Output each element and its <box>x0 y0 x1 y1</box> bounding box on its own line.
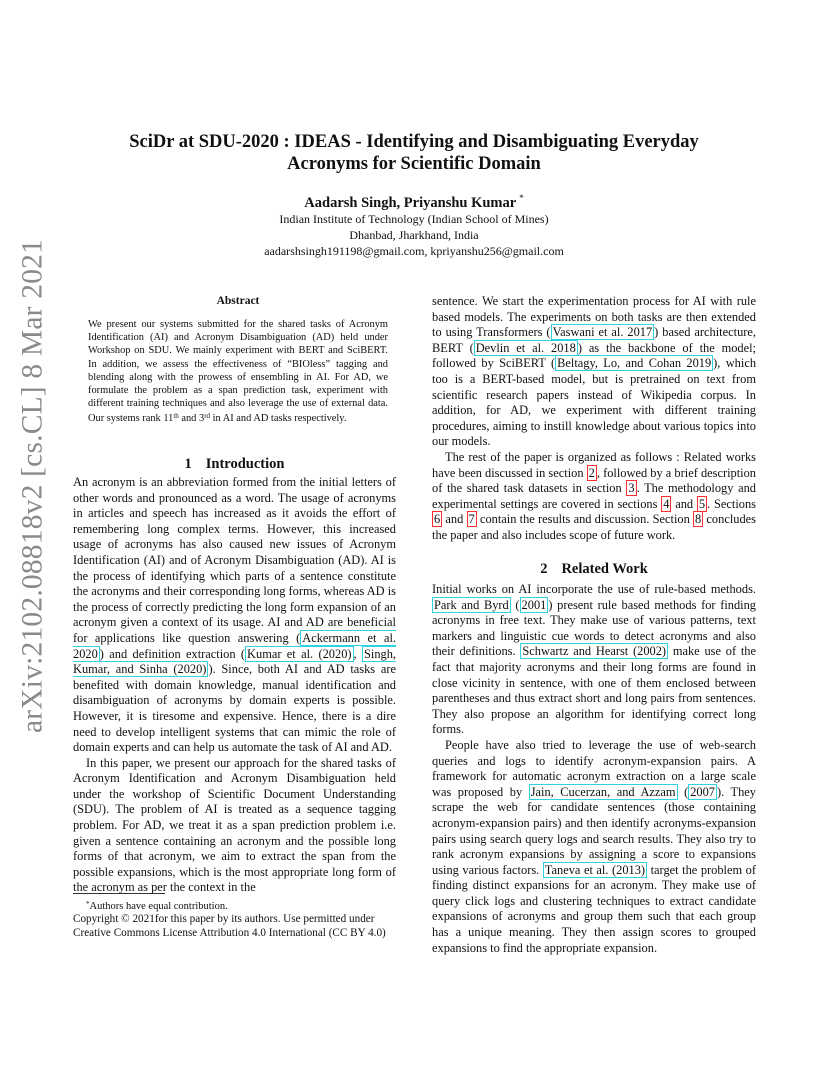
citation-link[interactable]: Beltagy, Lo, and Cohan 2019 <box>557 356 712 371</box>
author-emails: aadarshsingh191198@gmail.com, kpriyanshu256@gmail.com <box>264 244 564 258</box>
citation-link[interactable]: 2001 <box>521 597 547 612</box>
abstract-text: We present our systems submitted for the shared tasks of Acronym Identification (AI) and Acronym Disambiguation (AD) held under Workshop on SDU. We mainly experiment with BERT and SciBERT. In addition, we assess the effectiveness of “BIOless” tagging and blending along with the prowess of ensembling in AI. For AD, we formulate the problem as a span prediction task, experiment with different training techniques and also leverage the use of external data. Our systems rank 11th and 3rd in AI and AD tasks respectively. <box>88 319 388 425</box>
section-ref-link[interactable]: 2 <box>588 465 595 480</box>
footnote-rule <box>73 893 165 894</box>
intro-paragraph-3: sentence. We start the experimentation process for AI with rule based models. The experiments on both tasks are then extended to using Transformers ( Vaswani et al. 2017 ) based architecture, BERT ( Devlin et al. 2018 ) as the backbone of the model; followed by SciBERT ( Beltagy, Lo, and Cohan 2019 ), which too is a BERT-based model, but is pretrained on text from scientific research papers instead of Wikipedia corpus. In addition, for AD, we experiment with different training procedures, aiming to instill knowledge about various topics into our models. <box>432 294 757 449</box>
intro-paragraph-4: The rest of the paper is organized as follows : Related works have been discussed in section 2 , followed by a brief description of the shared task datasets in section 3 . The methodology and experimental settings are covered in sections 4 and 5 . Sections 6 and 7 contain the results and discussion. Section 8 concludes the paper and also includes scope of future work. <box>432 449 757 542</box>
right-column-body <box>432 582 756 956</box>
abstract-heading: Abstract <box>216 295 260 307</box>
citation-link[interactable]: Schwartz and Hearst (2002) <box>522 644 667 659</box>
section-ref-link[interactable]: 3 <box>628 481 635 496</box>
citation-link[interactable]: Vaswani et al. 2017 <box>552 325 653 340</box>
citation-link[interactable]: Taneva et al. (2013) <box>544 862 646 877</box>
citation-link[interactable]: Devlin et al. 2018 <box>475 340 576 355</box>
arxiv-side-identifier: arXiv:2102.08818v2 [cs.CL] 8 Mar 2021 <box>16 238 49 734</box>
copyright-notice: Copyright © 2021for this paper by its authors. Use permitted under Creative Commons License Attribution 4.0 International (CC BY 4.0) <box>73 913 386 940</box>
title-line-2: Acronyms for Scientific Domain <box>287 154 541 174</box>
section-ref-link[interactable]: 4 <box>663 496 670 511</box>
section-heading-introduction: 1 Introduction <box>184 456 285 472</box>
citation-link[interactable]: Jain, Cucerzan, and Azzam <box>530 784 676 799</box>
section-ref-link[interactable]: 5 <box>698 496 706 511</box>
affiliation <box>90 211 738 259</box>
citation-link[interactable]: Kumar et al. (2020) <box>247 646 352 661</box>
citation-link[interactable]: Park and Byrd <box>434 597 509 612</box>
author-names: Aadarsh Singh, Priyanshu Kumar * <box>304 193 524 211</box>
section-heading-related-work: 2 Related Work <box>540 561 648 577</box>
affiliation-line-1: Indian Institute of Technology (Indian School of Mines) <box>279 212 549 226</box>
section-ref-link[interactable]: 8 <box>695 512 702 527</box>
section-ref-link[interactable]: 7 <box>468 512 475 527</box>
author-footnote-mark: * <box>519 193 524 203</box>
right-column-top <box>432 294 756 544</box>
related-paragraph-2: People have also tried to leverage the use of web-search queries and logs to identify acronym-expansion pairs. A framework for automatic acronym extraction on a large scale was proposed by Jain, Cucerzan, and Azzam ( 2007 ). They scrape the web for candidate sentences (those containing acronym-expansion pairs) and then identify acronyms-expansion pairs using search query logs and search results. They also try to rank acronym expansions by assigning a score to expansions using various factors. Taneva et al. (2013) target the problem of finding distinct expansions for an acronym. They make use of query click logs and clustering techniques to extract candidate expansions of acronyms and group them such that each group has a unique meaning. They then assign scores to grouped expansions to find the appropriate expansion. <box>432 737 756 955</box>
affiliation-line-2: Dhanbad, Jharkhand, India <box>349 228 479 242</box>
citation-link[interactable]: 2007 <box>690 784 715 799</box>
intro-paragraph-1: An acronym is an abbreviation formed from the initial letters of other words and pronounced as a word. The usage of acronyms in articles and speech has increased as it avoids the effort of remembering long complex terms. However, this increased usage of acronyms has also caused new issues of Acronym Identification (AI) and of Acronym Disambiguation (AD). AI is the process of identifying which parts of a sentence constitute the acronyms and their corresponding long forms, whereas AD is the process of correctly predicting the long form expansion of an acronym given a context of its usage. AI and AD are beneficial for applications like question answering ( Ackermann et al. 2020 ) and definition extraction ( Kumar et al. (2020) , Singh, Kumar, and Sinha (2020) ). Since, both AI and AD tasks are benefited with domain knowledge, manual identification and disambiguation of acronyms by domain experts is possible. However, it is tiresome and expensive. Hence, there is a dire need to develop intelligent systems that can mimic the role of domain experts and can help us automate the task of AI and AD. <box>73 475 397 755</box>
paper-title <box>90 131 738 175</box>
citation-link[interactable]: Singh, Kumar, and Sinha (2020) <box>73 646 397 677</box>
citation-link[interactable]: Ackermann et al. 2020 <box>73 630 396 661</box>
section-ref-link[interactable]: 6 <box>434 512 441 527</box>
intro-paragraph-2: In this paper, we present our approach for the shared tasks of Acronym Identification and Acronym Disambiguation held under the workshop of Scientific Document Understanding (SDU). The problem of AI is treated as a sequence tagging problem. For AD, we treat it as a span prediction problem i.e. given a sentence containing an acronym and the possible long forms of that acronym, we aim to extract the span from the possible expansions, which is the most appropriate long form of the acronym as per the context in the <box>73 755 396 895</box>
left-column-body <box>73 475 396 896</box>
footnote: *Authors have equal contribution. <box>86 900 228 912</box>
related-paragraph-1: Initial works on AI incorporate the use of rule-based methods. Park and Byrd ( 2001 ) present rule based methods for finding acronyms in free text. They make use of various patterns, text markers and linguistic cue words to detect acronyms and also their definitions. Schwartz and Hearst (2002) make use of the fact that majority acronyms and their long forms are found in close vicinity in sentence, with one of them enclosed between parentheses and thus extract short and long pairs from sentences. They also propose an algorithm for identifying correct long forms. <box>432 582 756 737</box>
title-line-1: SciDr at SDU-2020 : IDEAS - Identifying and Disambiguating Everyday <box>129 132 699 152</box>
